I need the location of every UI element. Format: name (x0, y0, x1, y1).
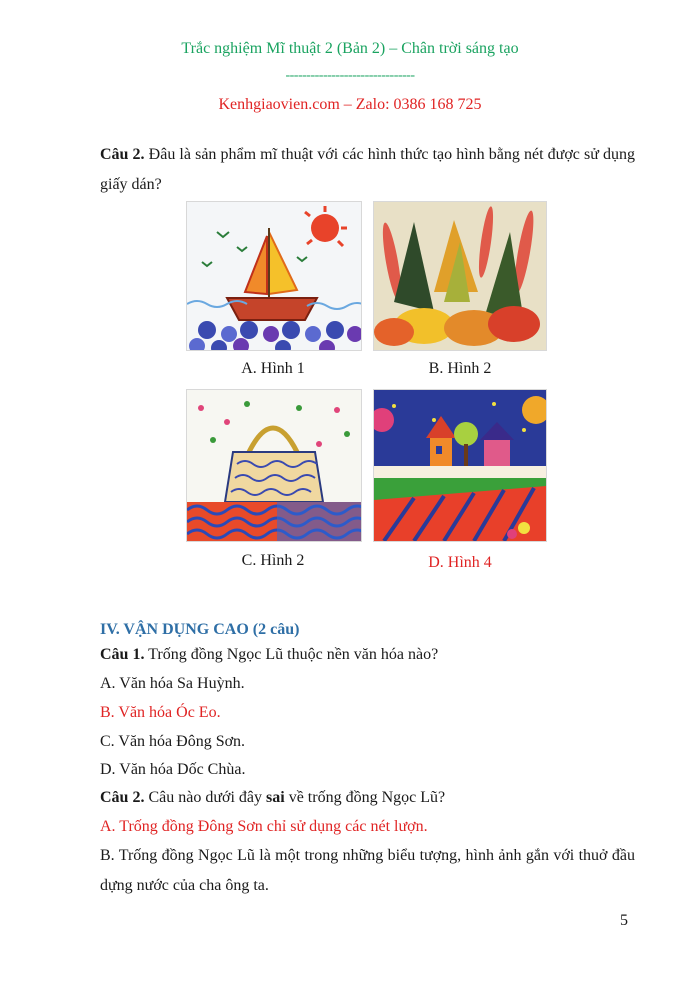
question-2-text (100, 140, 635, 200)
option-c: C. Hình 2 (241, 552, 305, 569)
question-body: Trống đồng Ngọc Lũ thuộc nền văn hóa nào? (148, 646, 439, 663)
question-label: Câu 1. (100, 646, 145, 663)
question-body-start: Câu nào dưới đây (148, 789, 263, 806)
question-label: Câu 2. (100, 789, 145, 806)
picture-3-handbag (186, 389, 362, 542)
picture-2-leaves (373, 201, 547, 351)
picture-4-houses (373, 389, 547, 542)
s4q1-option-b-correct: B. Văn hóa Óc Eo. (100, 704, 221, 721)
header-site: Kenhgiaovien.com – Zalo: 0386 168 725 (218, 96, 482, 113)
header-title: Trắc nghiệm Mĩ thuật 2 (Bản 2) – Chân trời sáng tạo (181, 40, 519, 57)
section4-question-2 (100, 789, 640, 807)
question-label: Câu 2. (100, 146, 145, 163)
s4q1-option-d: D. Văn hóa Dốc Chùa. (100, 761, 246, 778)
s4q2-option-a-correct: A. Trống đồng Đông Sơn chỉ sử dụng các nét lượn. (100, 818, 428, 835)
option-b: B. Hình 2 (428, 360, 492, 377)
question-body-end: về trống đồng Ngọc Lũ? (288, 789, 446, 806)
option-a: A. Hình 1 (241, 360, 305, 377)
section4-question-1 (100, 646, 640, 664)
question-body: Đâu là sản phẩm mĩ thuật với các hình thức tạo hình bằng nét được sử dụng giấy dán? (100, 146, 636, 193)
section-title: IV. VẬN DỤNG CAO (2 câu) (100, 621, 300, 638)
page-number: 5 (620, 912, 628, 929)
option-d-correct: D. Hình 4 (428, 554, 492, 571)
question-keyword: sai (266, 789, 285, 806)
s4q1-option-c: C. Văn hóa Đông Sơn. (100, 733, 246, 750)
s4q1-option-a: A. Văn hóa Sa Huỳnh. (100, 675, 245, 692)
s4q2-option-b: B. Trống đồng Ngọc Lũ là một trong những biểu tượng, hình ảnh gắn với thuở đầu dựng nước của cha ông ta. (100, 847, 635, 894)
header-divider: ------------------------------- (285, 68, 415, 83)
picture-1-sailboat (186, 201, 362, 351)
